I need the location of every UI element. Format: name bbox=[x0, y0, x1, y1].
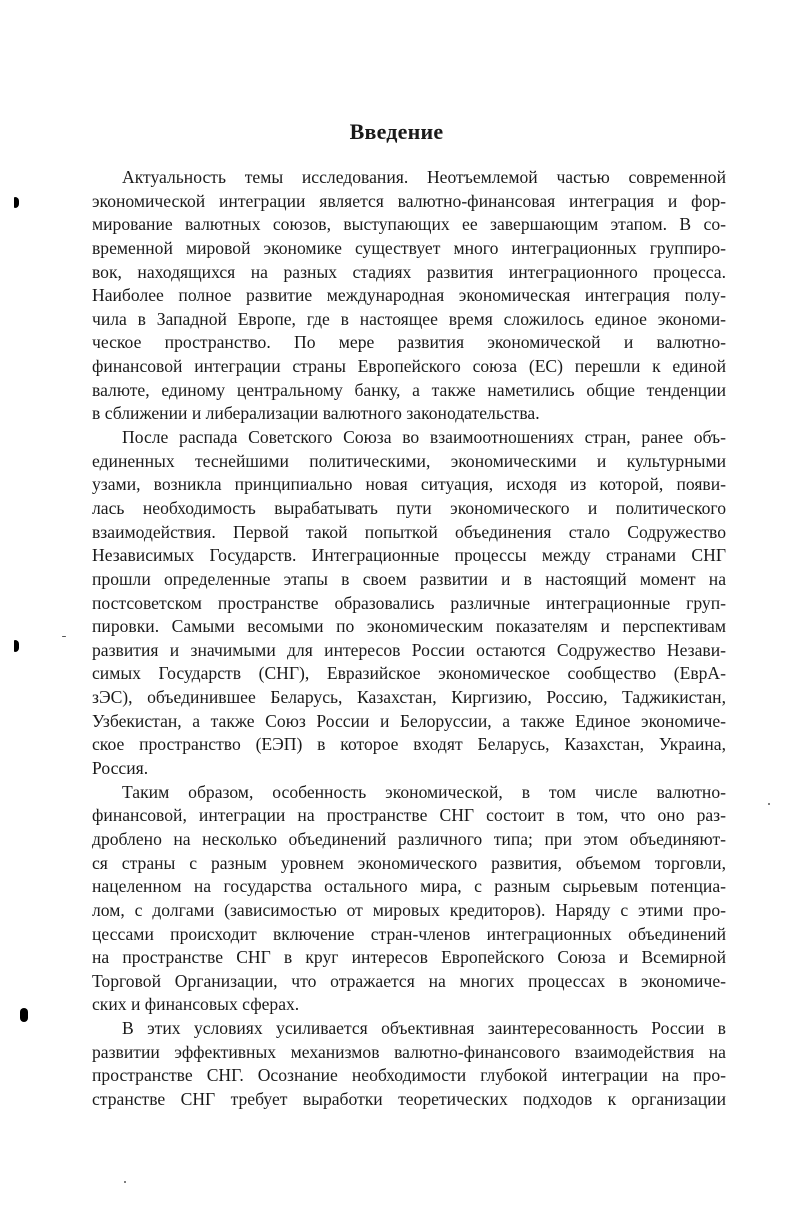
text-line: странстве СНГ требует выработки теоретических подходов к организации bbox=[92, 1088, 726, 1109]
paragraph-1 bbox=[92, 166, 726, 426]
text-line: После распада Советского Союза во взаимоотношениях стран, ранее объ- bbox=[122, 427, 726, 448]
text-line: вок, находящихся на разных стадиях развития интеграционного процесса. bbox=[92, 261, 726, 282]
text-line: финансовой, интеграции на пространстве СНГ состоит в том, что оно раз- bbox=[92, 805, 726, 826]
text-line: развития и значимыми для интересов России остаются Содружество Незави- bbox=[92, 639, 726, 660]
text-line: развитии эффективных механизмов валютно-финансового взаимодействия на bbox=[92, 1041, 726, 1062]
text-line: прошли определенные этапы в своем развитии и в настоящий момент на bbox=[92, 568, 726, 589]
text-line: финансовой интеграции страны Европейского союза (ЕС) перешли к единой bbox=[92, 356, 726, 377]
text-line: симых Государств (СНГ), Евразийское экономическое сообщество (ЕврА- bbox=[92, 663, 726, 684]
text-line: ческое пространство. По мере развития экономической и валютно- bbox=[92, 332, 726, 353]
paragraph-3 bbox=[92, 781, 726, 1017]
text-line: дроблено на несколько объединений различного типа; при этом объединяют- bbox=[92, 828, 726, 849]
text-line: В этих условиях усиливается объективная заинтересованность России в bbox=[122, 1018, 726, 1039]
page-title: Введение bbox=[349, 119, 444, 144]
text-line: Таким образом, особенность экономической, в том числе валютно- bbox=[122, 781, 726, 802]
text-line: пространстве СНГ. Осознание необходимости глубокой интеграции на про- bbox=[92, 1065, 726, 1086]
text-line: валюте, единому центральному банку, а также наметились общие тенденции bbox=[92, 379, 726, 400]
text-line: Актуальность темы исследования. Неотъемлемой частью современной bbox=[122, 167, 726, 187]
scan-speck bbox=[768, 803, 770, 805]
text-line: ских и финансовых сферах. bbox=[92, 994, 300, 1015]
text-line: Наиболее полное развитие международная экономическая интеграция полу- bbox=[92, 285, 726, 306]
text-line: нацеленном на государства остального мира, с разным сырьевым потенциа- bbox=[92, 876, 726, 897]
binding-hole-mark bbox=[20, 1008, 28, 1022]
text-line: единенных теснейшими политическими, экономическими и культурными bbox=[92, 450, 726, 471]
text-line: экономической интеграции является валютно-финансовая интеграция и фор- bbox=[92, 190, 726, 211]
scan-speck bbox=[124, 1181, 126, 1183]
text-line: Россия. bbox=[92, 758, 149, 779]
text-line: мирование валютных союзов, выступающих ее завершающим этапом. В со- bbox=[92, 214, 726, 235]
text-line: пировки. Самыми весомыми по экономическим показателям и перспективам bbox=[92, 616, 726, 637]
text-line: постсоветском пространстве образовались различные интеграционные груп- bbox=[92, 592, 726, 613]
text-line: в сближении и либерализации валютного законодательства. bbox=[92, 403, 540, 424]
body-text bbox=[92, 166, 726, 1112]
text-line: лом, с долгами (зависимостью от мировых кредиторов). Наряду с этими про- bbox=[92, 899, 726, 920]
text-line: ся страны с разным уровнем экономического развития, объемом торговли, bbox=[92, 852, 726, 873]
text-line: Узбекистан, а также Союз России и Белоруссии, а также Единое экономиче- bbox=[92, 710, 726, 731]
binding-hole-mark bbox=[14, 640, 19, 652]
text-line: Торговой Организации, что отражается на многих процессах в экономиче- bbox=[92, 970, 726, 991]
text-line: на пространстве СНГ в круг интересов Европейского Союза и Всемирной bbox=[92, 947, 726, 968]
paragraph-4 bbox=[92, 1017, 726, 1112]
paragraph-2 bbox=[92, 426, 726, 781]
text-line: ское пространство (ЕЭП) в которое входят Беларусь, Казахстан, Украина, bbox=[92, 734, 726, 755]
text-line: Независимых Государств. Интеграционные процессы между странами СНГ bbox=[92, 545, 726, 566]
binding-hole-mark bbox=[14, 197, 19, 208]
text-line: чила в Западной Европе, где в настоящее время сложилось единое экономи- bbox=[92, 308, 726, 329]
text-line: лась необходимость вырабатывать пути экономического и политического bbox=[92, 497, 726, 518]
text-line: цессами происходит включение стран-членов интеграционных объединений bbox=[92, 923, 726, 944]
text-line: взаимодействия. Первой такой попыткой объединения стало Содружество bbox=[92, 521, 726, 542]
scan-speck bbox=[62, 636, 66, 637]
text-line: узами, возникла принципиально новая ситуация, исходя из которой, появи- bbox=[92, 474, 726, 495]
text-line: временной мировой экономике существует много интеграционных группиро- bbox=[92, 237, 726, 258]
text-line: зЭС), объединившее Беларусь, Казахстан, Киргизию, Россию, Таджикистан, bbox=[92, 687, 726, 708]
